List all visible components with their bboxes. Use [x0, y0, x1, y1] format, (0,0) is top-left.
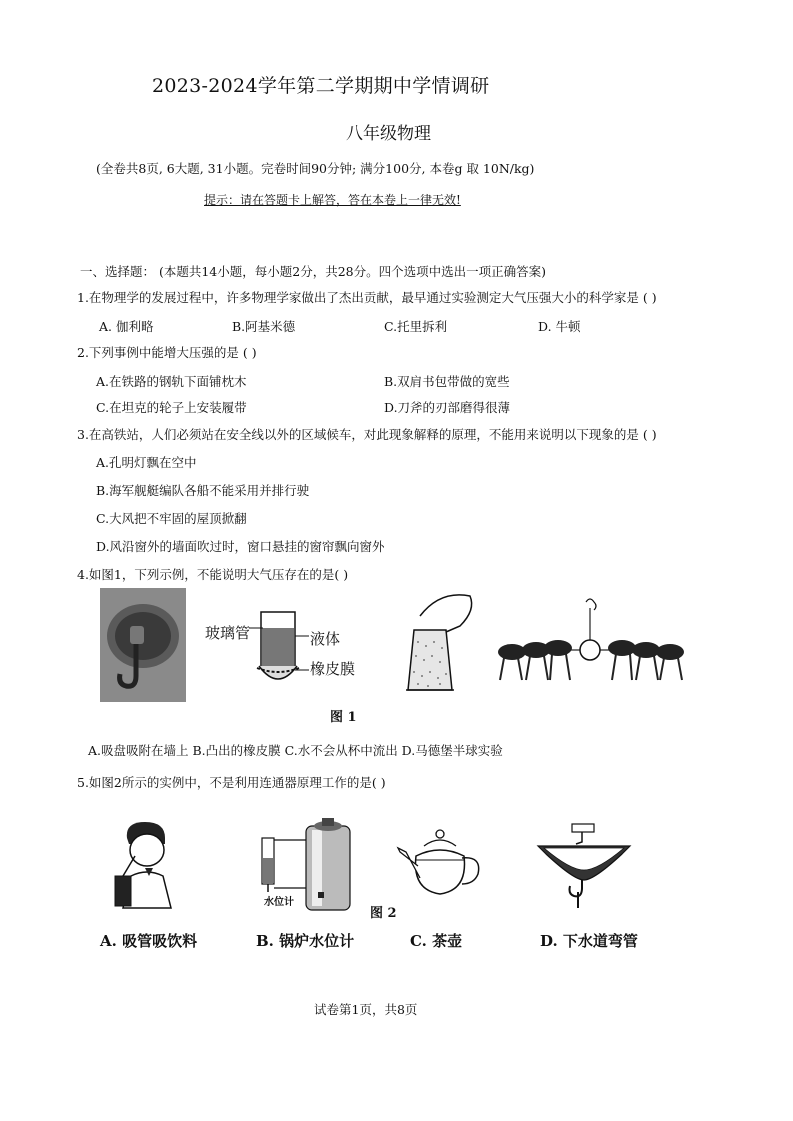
figure-1-suction-cup: [100, 588, 186, 702]
q5-stem: 5.如图2所示的实例中，不是利用连通器原理工作的是( ): [77, 775, 386, 790]
figure-1-tube-diagram: [205, 606, 365, 696]
label-water-gauge: 水位计: [264, 897, 294, 908]
subject-title: 八年级物理: [346, 124, 431, 144]
exam-note: (全卷共8页, 6大题, 31小题。完卷时间90分钟; 满分100分, 本卷g 取 10N/kg): [96, 161, 535, 176]
q3-option-d: D.风沿窗外的墙面吹过时，窗口悬挂的窗帘飘向窗外: [96, 539, 385, 554]
q3-option-b: B.海军舰艇编队各船不能采用并排行驶: [96, 483, 310, 498]
section-heading: 一、选择题： (本题共14小题，每小题2分，共28分。四个选项中选出一项正确答案): [80, 264, 546, 279]
figure-2-straw-drinking: [105, 816, 175, 912]
figure-1-magdeburg-hemispheres: [490, 600, 690, 690]
q2-option-d: D.刀斧的刃部磨得很薄: [384, 400, 511, 415]
q1-option-a: A. 伽利略: [99, 319, 154, 334]
q3-option-a: A.孔明灯飘在空中: [96, 455, 197, 470]
q2-stem: 2.下列事例中能增大压强的是 ( ): [77, 345, 257, 360]
q5-option-d: D. 下水道弯管: [540, 932, 638, 950]
figure-1-inverted-cup: [400, 586, 480, 694]
figure-1-caption: 图 1: [330, 710, 357, 725]
label-glass-tube: 玻璃管: [205, 624, 251, 642]
figure-2-sink-drain: [534, 824, 634, 910]
q4-options: A.吸盘吸附在墙上 B.凸出的橡皮膜 C.水不会从杯中流出 D.马德堡半球实验: [88, 743, 503, 758]
q3-stem: 3.在高铁站，人们必须站在安全线以外的区域候车，对此现象解释的原理，不能用来说明以下现象的是 ( ): [77, 427, 657, 442]
exam-title: 2023-2024学年第二学期期中学情调研: [152, 75, 490, 97]
q1-option-d: D. 牛顿: [538, 319, 581, 334]
label-rubber-membrane: 橡皮膜: [310, 660, 356, 678]
q1-option-b: B.阿基米德: [232, 319, 296, 334]
q1-stem: 1.在物理学的发展过程中，许多物理学家做出了杰出贡献，最早通过实验测定大气压强大小的科学家是 ( ): [77, 290, 657, 305]
label-liquid: 液体: [310, 630, 341, 648]
q2-option-a: A.在铁路的钢轨下面铺枕木: [96, 374, 247, 389]
figure-2-teapot: [396, 826, 484, 898]
q5-option-c: C. 茶壶: [410, 932, 463, 950]
q5-option-a: A. 吸管吸饮料: [100, 932, 198, 950]
q2-option-c: C.在坦克的轮子上安装履带: [96, 400, 247, 415]
q3-option-c: C.大风把不牢固的屋顶掀翻: [96, 511, 247, 526]
q5-option-b: B. 锅炉水位计: [256, 932, 355, 950]
figure-2-caption: 图 2: [370, 906, 397, 921]
q1-option-c: C.托里拆利: [384, 319, 448, 334]
exam-hint: 提示：请在答题卡上解答，答在本卷上一律无效!: [204, 193, 461, 207]
page-footer: 试卷第1页，共8页: [314, 1002, 418, 1017]
q4-stem: 4.如图1，下列示例，不能说明大气压存在的是( ): [77, 567, 349, 582]
q2-option-b: B.双肩书包带做的宽些: [384, 374, 510, 389]
